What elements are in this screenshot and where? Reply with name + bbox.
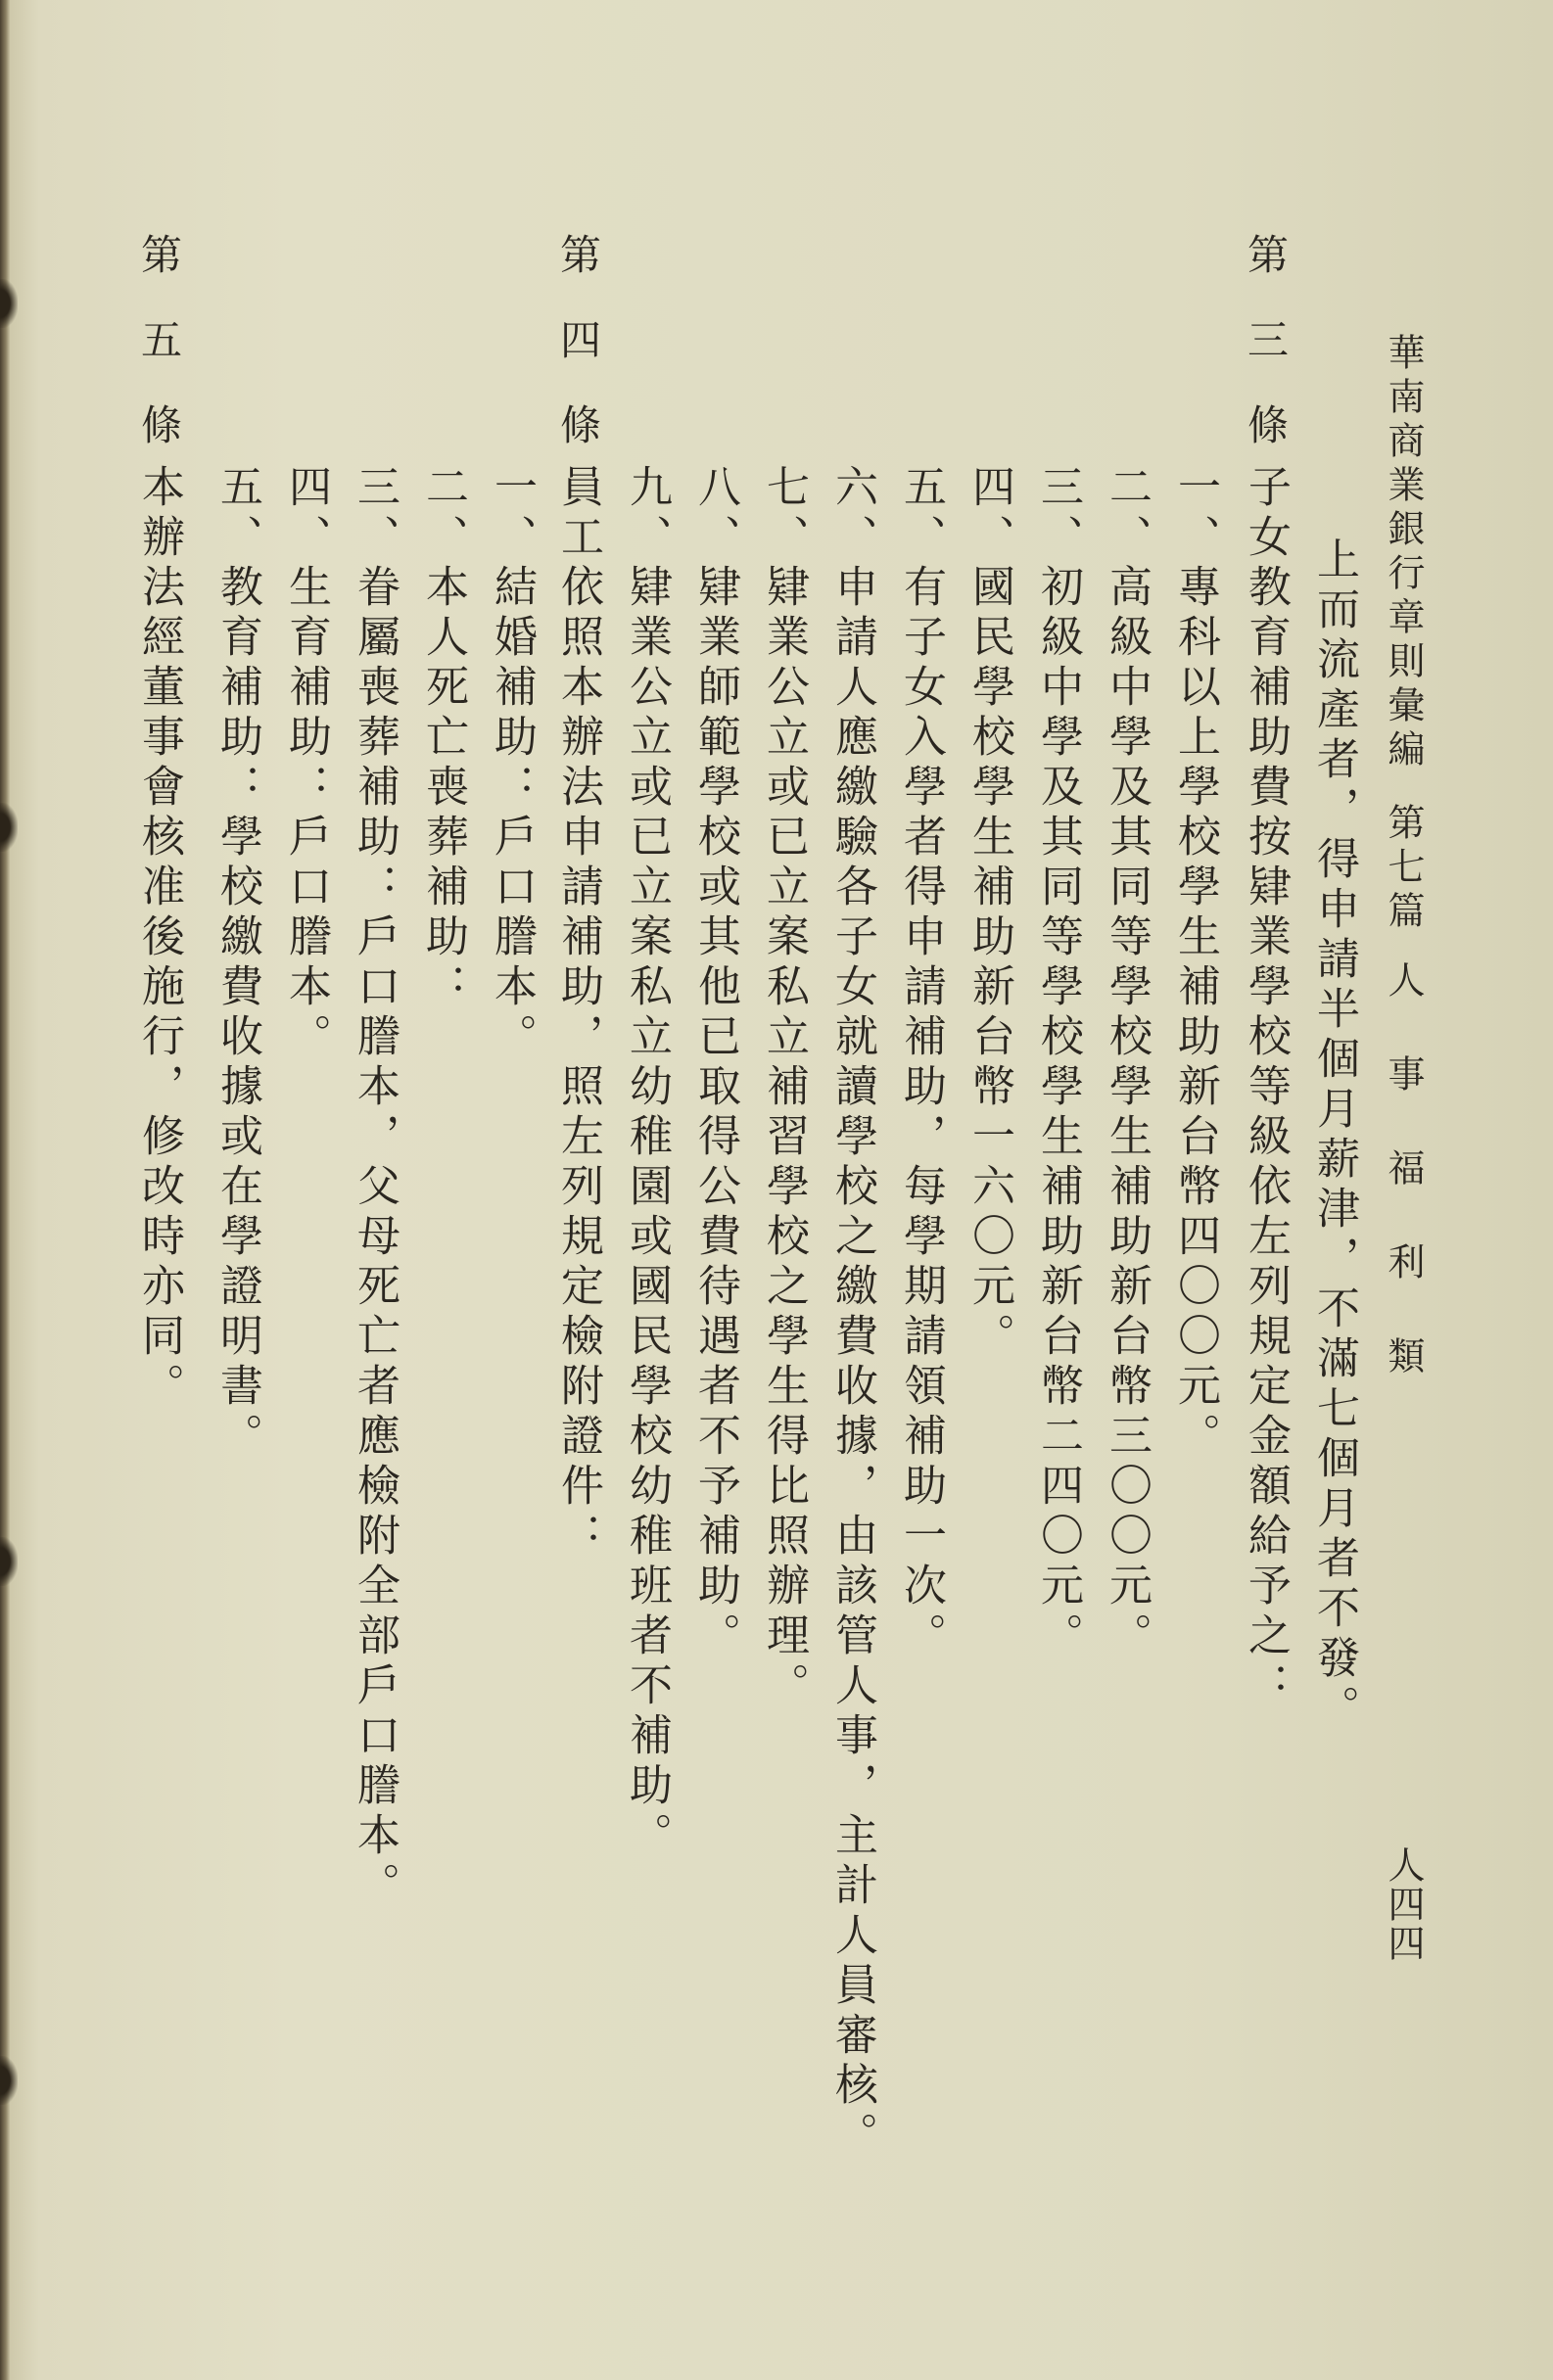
article-4-item: 五、教育補助：學校繳費收據或在學證明書。 xyxy=(212,464,262,1463)
category-label: 人 事 福 利 類 xyxy=(1382,960,1425,1380)
binding-edge xyxy=(0,0,10,2380)
staple-hole xyxy=(0,279,18,328)
article-4-item: 二、本人死亡喪葬補助： xyxy=(418,464,468,1013)
article-3-item: 四、國民學校學生補助新台幣一六〇元。 xyxy=(965,464,1014,1363)
article-3-text: 子女教育補助費按肄業學校等級依左列規定金額給予之： xyxy=(1241,464,1291,1712)
article-3-item: 一、專科以上學校學生補助新台幣四〇〇元。 xyxy=(1170,464,1220,1463)
article-3-item: 三、初級中學及其同等學校學生補助新台幣二四〇元。 xyxy=(1033,464,1083,1662)
running-header xyxy=(1382,333,1425,1380)
article-3-item: 八、肄業師範學校或其他已取得公費待遇者不予補助。 xyxy=(690,464,740,1662)
article-5-text: 本辦法經董事會核准後施行，修改時亦同。 xyxy=(134,464,184,1413)
article-3-item: 九、肄業公立或已立案私立幼稚園或國民學校幼稚班者不補助。 xyxy=(622,464,672,1862)
article-4-item: 一、結婚補助：戶口謄本。 xyxy=(487,464,537,1063)
chapter-label: 第七篇 xyxy=(1382,803,1425,935)
article-3-item: 二、高級中學及其同等學校學生補助新台幣三〇〇元。 xyxy=(1102,464,1152,1662)
article-3-item: 七、肄業公立或已立案私立補習學校之學生得比照辦理。 xyxy=(759,464,809,1712)
article-4-item: 四、生育補助：戶口謄本。 xyxy=(281,464,331,1063)
intro-line: 上而流產者，得申請半個月薪津，不滿七個月者不發。 xyxy=(1309,537,1359,1735)
article-3-item: 六、申請人應繳驗各子女就讀學校之繳費收據，由該管人事，主計人員審核。 xyxy=(827,464,877,2162)
article-3-label: 第三條 xyxy=(1242,233,1290,489)
book-title: 華南商業銀行章則彙編 xyxy=(1382,333,1425,773)
article-3-item: 五、有子女入學者得申請補助，每學期請領補助一次。 xyxy=(896,464,946,1662)
article-4-text: 員工依照本辦法申請補助，照左列規定檢附證件： xyxy=(553,464,603,1563)
article-4-item: 三、眷屬喪葬補助：戶口謄本，父母死亡者應檢附全部戶口謄本。 xyxy=(350,464,400,1912)
staple-hole xyxy=(0,1537,18,1586)
page-number: 人四四 xyxy=(1382,1845,1425,1963)
article-5-label: 第五條 xyxy=(135,233,183,489)
staple-hole xyxy=(0,803,18,852)
article-4-label: 第四條 xyxy=(554,233,602,489)
staple-hole xyxy=(0,2056,18,2105)
